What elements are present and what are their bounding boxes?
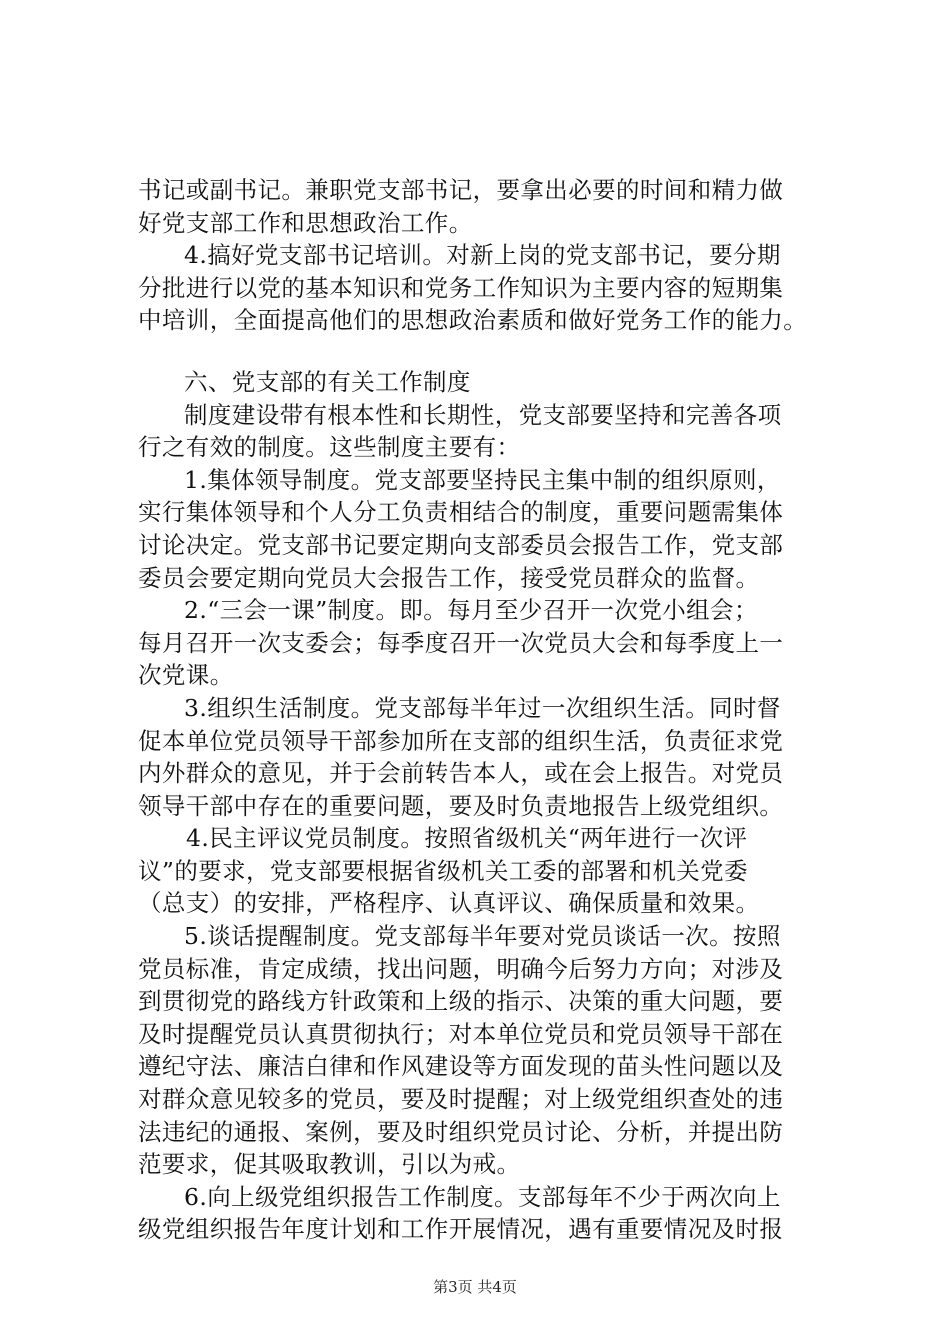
paragraph-start: 4.民主评议党员制度。按照省级机关“两年进行一次评	[186, 824, 748, 853]
text-line: 讨论决定。党支部书记要定期向支部委员会报告工作，党支部	[138, 530, 784, 559]
paragraph-start: 3.组织生活制度。党支部每半年过一次组织生活。同时督	[184, 693, 781, 722]
text-line: 级党组织报告年度计划和工作开展情况，遇有重要情况及时报	[138, 1215, 784, 1244]
text-line: 对群众意见较多的党员，要及时提醒；对上级党组织查处的违	[138, 1085, 784, 1114]
text-line: 遵纪守法、廉洁白律和作风建设等方面发现的苗头性问题以及	[138, 1052, 784, 1081]
text-line: 次党课。	[138, 661, 234, 690]
text-line: 议”的要求，党支部要根据省级机关工委的部署和机关党委	[138, 856, 748, 885]
text-line: 实行集体领导和个人分工负责相结合的制度，重要问题需集体	[138, 498, 784, 527]
text-line: 党员标准，肯定成绩，找出问题，明确今后努力方向；对涉及	[138, 954, 784, 983]
text-line: 及时提醒党员认真贯彻执行；对本单位党员和党员领导干部在	[138, 1019, 784, 1048]
text-line: 范要求，促其吸取教训，引以为戒。	[138, 1150, 521, 1179]
paragraph-start: 制度建设带有根本性和长期性，党支部要坚持和完善各项	[184, 400, 782, 429]
paragraph-start: 1.集体领导制度。党支部要坚持民主集中制的组织原则，	[184, 465, 781, 494]
text-line: 分批进行以党的基本知识和党务工作知识为主要内容的短期集	[138, 273, 784, 302]
text-line: 内外群众的意见，并于会前转告本人，或在会上报告。对党员	[138, 759, 784, 788]
text-line: 领导干部中存在的重要问题，要及时负责地报告上级党组织。	[138, 791, 784, 820]
text-line: 每月召开一次支委会；每季度召开一次党员大会和每季度上一	[138, 628, 784, 657]
section-gap	[138, 337, 838, 366]
text-line: 中培训，全面提高他们的思想政治素质和做好党务工作的能力。	[138, 306, 808, 335]
text-line: 好党支部工作和思想政治工作。	[138, 208, 473, 237]
paragraph-start: 6.向上级党组织报告工作制度。支部每年不少于两次向上	[184, 1182, 781, 1211]
text-line: 委员会要定期向党员大会报告工作，接受党员群众的监督。	[138, 563, 760, 592]
paragraph-start: 2.“三会一课”制度。即。每月至少召开一次党小组会；	[184, 596, 758, 625]
document-body	[138, 174, 838, 1246]
text-line: 书记或副书记。兼职党支部书记，要拿出必要的时间和精力做	[138, 176, 784, 204]
paragraph-start: 4.搞好党支部书记培训。对新上岗的党支部书记，要分期	[184, 241, 781, 270]
section-heading: 六、党支部的有关工作制度	[184, 367, 471, 396]
text-line: 促本单位党员领导干部参加所在支部的组织生活，负责征求党	[138, 726, 784, 755]
text-line: 法违纪的通报、案例，要及时组织党员讨论、分析，并提出防	[138, 1117, 784, 1146]
text-line: 到贯彻党的路线方针政策和上级的指示、决策的重大问题，要	[138, 987, 784, 1016]
paragraph-start: 5.谈话提醒制度。党支部每半年要对党员谈话一次。按照	[184, 922, 781, 951]
page-number-footer: 第3页 共4页	[433, 1278, 517, 1296]
text-line: 行之有效的制度。这些制度主要有：	[138, 433, 521, 462]
text-line: （总支）的安排，严格程序、认真评议、确保质量和效果。	[138, 889, 760, 918]
